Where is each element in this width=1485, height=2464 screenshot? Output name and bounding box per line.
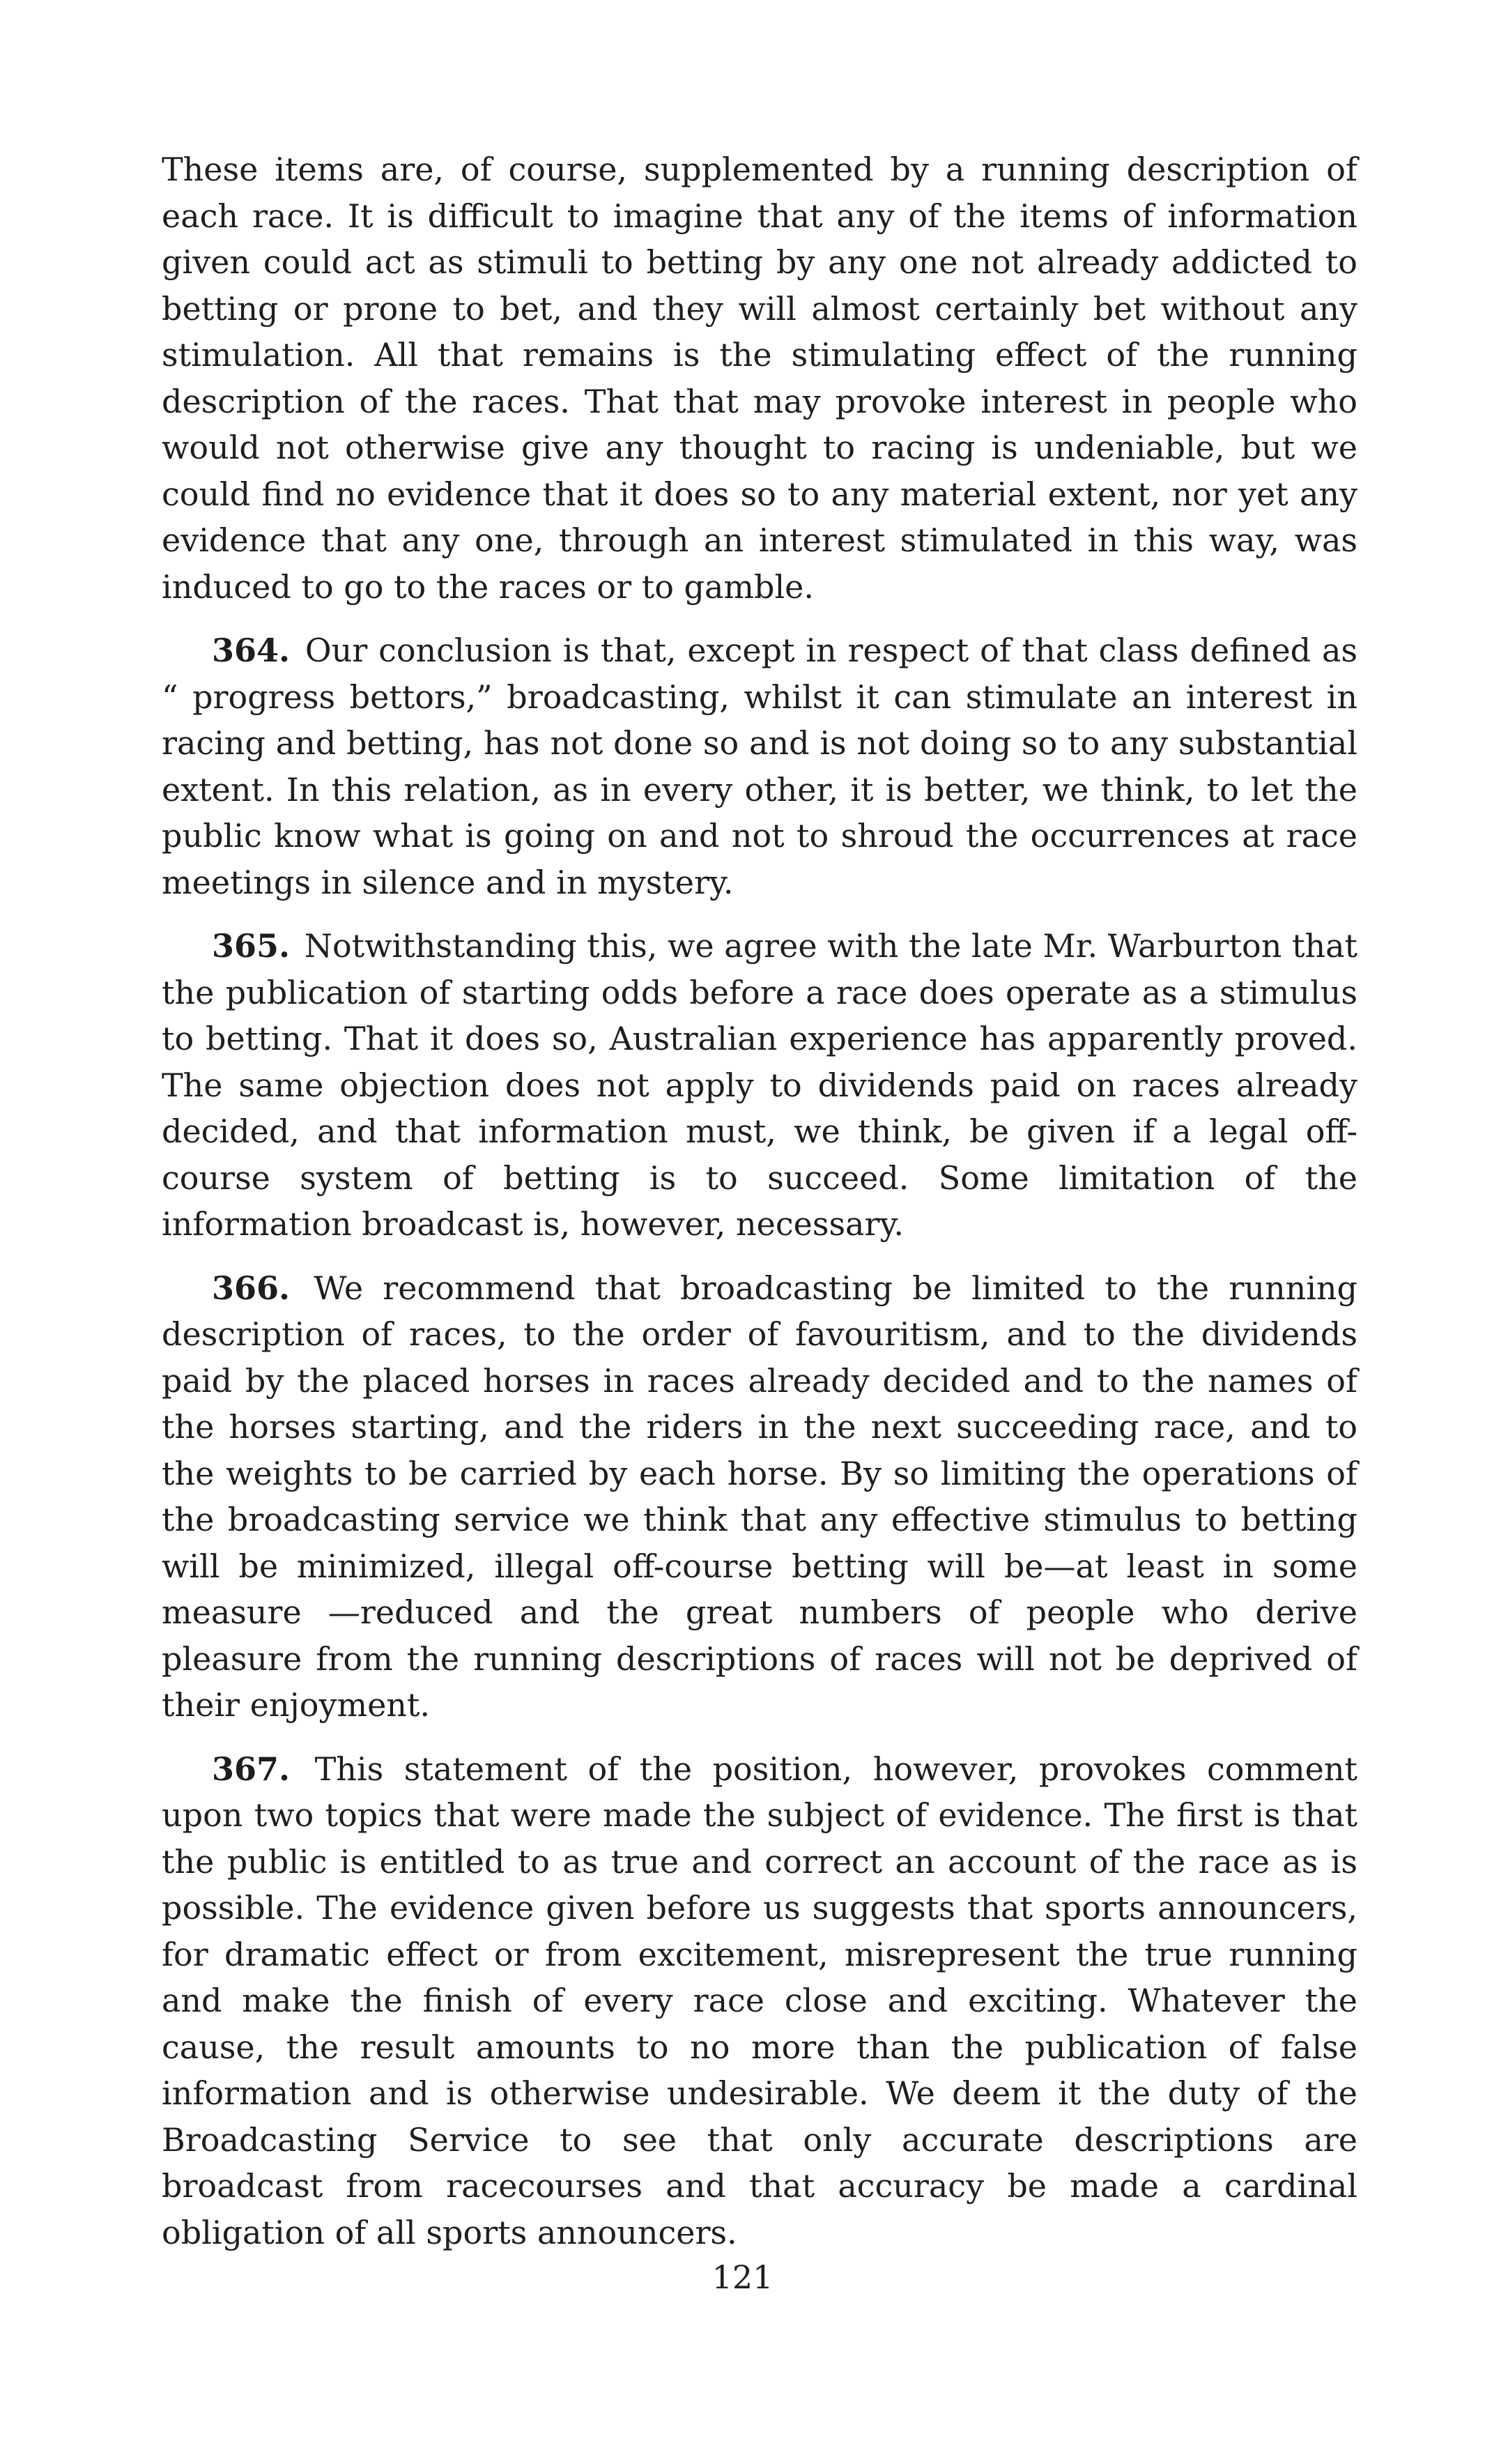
- paragraph-365: [162, 923, 1357, 1248]
- paragraph-367: [162, 1746, 1357, 2256]
- paragraph-364: [162, 627, 1357, 905]
- paragraph-number: 364.: [212, 632, 291, 669]
- paragraph-text: This statement of the position, however, provokes comment upon two topics that were made the subject of evidence. The first is that the public is entitled to as true and correct an account of the race as is possible. The evidence given before us suggests that sports announcers, for dramatic effect or from excitement, misrepresent the true running and make the finish of every race close and exciting. Whatever the cause, the result amounts to no more than the publication of false information and is otherwise undesirable. We deem it the duty of the Broadcasting Service to see that only accurate descriptions are broadcast from racecourses and that accuracy be made a cardinal obligation of all sports announcers.: [162, 1750, 1358, 2251]
- paragraph-text: Our conclusion is that, except in respect of that class defined as “ progress bettors,” broadcasting, whilst it can stimulate an interest in racing and betting, has not done so and is not doing so to any substantial extent. In this relation, as in every other, it is better, we think, to let the public know what is going on and not to shroud the occurrences at race meetings in silence and in mystery.: [162, 632, 1358, 901]
- paragraph-366: [162, 1265, 1357, 1729]
- paragraph-text: Notwithstanding this, we agree with the late Mr. Warburton that the publication of starting odds before a race does operate as a stimulus to betting. That it does so, Australian experience has apparently proved. The same objection does not apply to dividends paid on races already decided, and that information must, we think, be given if a legal off-course system of betting is to succeed. Some limitation of the information broadcast is, however, necessary.: [162, 927, 1357, 1243]
- paragraph-text: These items are, of course, supplemented by a running description of each race. It is difficult to imagine that any of the items of information given could act as stimuli to betting by any one not already addicted to betting or prone to bet, and they will almost certainly bet without any stimulation. All that remains is the stimulating effect of the running description of the races. That that may provoke interest in people who would not otherwise give any thought to racing is undeniable, but we could find no evidence that it does so to any material extent, nor yet any evidence that any one, through an interest stimulated in this way, was induced to go to the races or to gamble.: [162, 151, 1357, 606]
- document-body: [162, 146, 1357, 2273]
- page-number: 121: [711, 2258, 774, 2296]
- paragraph-text: We recommend that broadcasting be limited to the running description of races, to the order of favouritism, and to the dividends paid by the placed horses in races already decided and to the names of the horses starting, and the riders in the next succeeding race, and to the weights to be carried by each horse. By so limiting the operations of the broadcasting service we think that any effective stimulus to betting will be minimized, illegal off-course betting will be—at least in some measure —reduced and the great numbers of people who derive pleasure from the running descriptions of races will not be deprived of their enjoyment.: [162, 1269, 1358, 1724]
- paragraph-number: 365.: [212, 927, 291, 965]
- paragraph-intro: [162, 146, 1357, 610]
- paragraph-number: 367.: [212, 1750, 291, 1788]
- paragraph-number: 366.: [212, 1269, 291, 1307]
